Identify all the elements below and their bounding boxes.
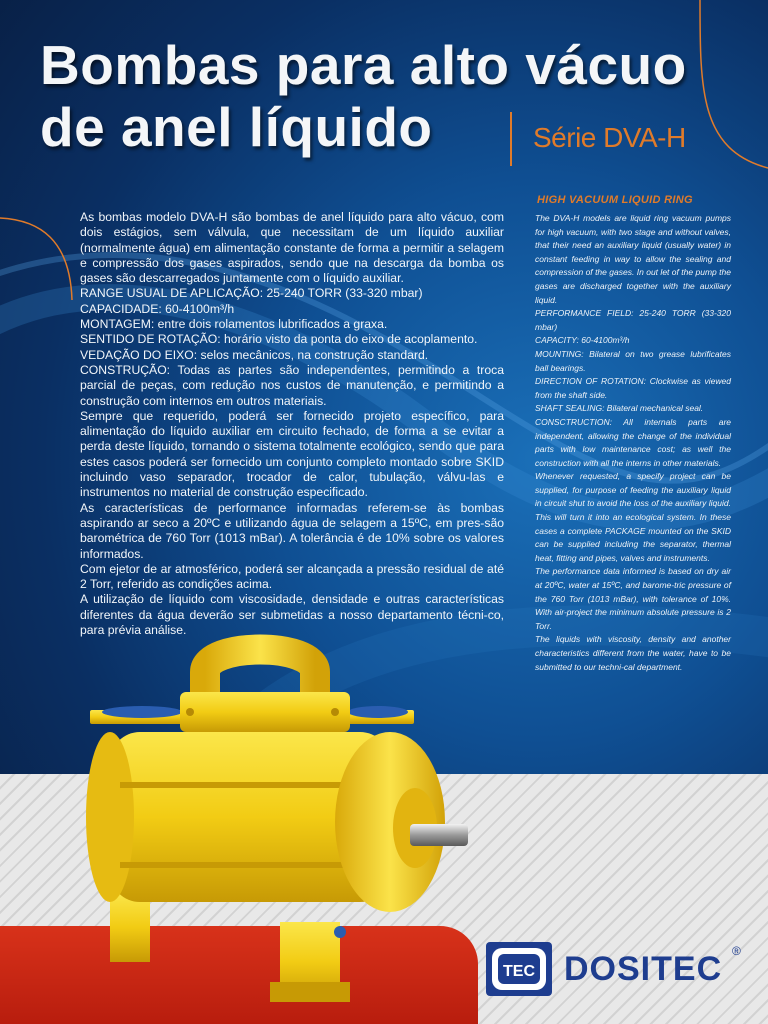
pt-paragraph: SENTIDO DE ROTAÇÃO: horário visto da ponta do eixo de acoplamento. <box>80 332 478 347</box>
title-line-2: de anel líquido <box>40 96 433 158</box>
en-paragraph: The DVA-H models are liquid ring vacuum pumps for high vacuum, with two stage and without valves, that their need an auxiliary liquid (usually water) in constant feeding in way to allow the sealing and compression of the gases. In out let of the pump the gases are discharged together with the auxiliary liquid. <box>535 213 731 305</box>
title-divider <box>510 112 512 166</box>
title-line-1: Bombas para alto vácuo <box>40 34 687 96</box>
en-paragraph: SHAFT SEALING: Bilateral mechanical seal. <box>535 403 704 414</box>
en-paragraph: DIRECTION OF ROTATION: Clockwise as viewed from the shaft side. <box>535 376 731 400</box>
pt-paragraph: A utilização de líquido com viscosidade, densidade e outras características diferentes da água deverão ser submetidas a nosso departamento técni-co, para prévia análise. <box>80 592 504 638</box>
pt-paragraph: As bombas modelo DVA-H são bombas de anel líquido para alto vácuo, com dois estágios, sem válvula, que necessitam de um líquido auxiliar (normalmente água) em alimentação constante de forma a permitir a selagem e compressão dos gases aspirados, sendo que na descarga da bomba os gases são descarregados juntamente com o líquido auxiliar. <box>80 210 504 286</box>
english-heading: HIGH VACUUM LIQUID RING <box>537 194 693 206</box>
vacuum-pump-image <box>80 632 480 1024</box>
en-paragraph: Whenever requested, a specify project can be supplied, for purpose of feeding the auxiliary liquid in circuit shut to avoid the loss of the auxiliary liquid. This will turn it into an ecological system. In these cases a complete PACKAGE mounted on the SKID can be supplied including the separator, thermal heat, fitting and pipes, valves and instruments. <box>535 471 731 563</box>
pt-paragraph: CONSTRUÇÃO: Todas as partes são independentes, permitindo a troca parcial de peças, com redução nos custos de manutenção, e permitindo a construção com internos em outros materiais. <box>80 362 504 408</box>
pt-paragraph: Sempre que requerido, poderá ser fornecido projeto específico, para alimentação do líquido auxiliar em circuito fechado, de forma a se evitar a perda deste líquido, tornando o sistema totalmente ecológico, sendo que para estes casos poderá ser fornecido um conjunto completo montado sobre SKID incluindo vaso separador, trocador de calor, tubulação, válvu-las e instrumentos no material de construção especificado. <box>80 408 504 500</box>
pt-paragraph: Com ejetor de ar atmosférico, poderá ser alcançada a pressão residual de até 2 Torr, referido as condições acima. <box>80 561 504 592</box>
pt-paragraph: VEDAÇÃO DO EIXO: selos mecânicos, na construção standard. <box>80 347 429 362</box>
en-paragraph: MOUNTING: Bilateral on two grease lubrificates ball bearings. <box>535 348 731 373</box>
en-paragraph: CAPACITY: 60-4100m³/h <box>535 335 630 346</box>
en-paragraph: CONSCTRUCTION: All internals parts are independent, allowing the change of the individual parts with low maintenance cost; as well the construction with all the interns in other materials. <box>535 416 731 468</box>
portuguese-description <box>80 210 504 638</box>
logo-mark-text: TEC <box>503 963 535 980</box>
en-paragraph: The performance data informed is based on dry air at 20ºC, water at 15ºC, and barome-tric pressure of the 760 Torr (1013 mBar), with tolerance of 10%. With air-project the minimum absolute pressure is 2 Torr. <box>535 566 731 631</box>
en-paragraph: The liquids with viscosity, density and another characteristics different from the water, have to be submitted to our techni-cal department. <box>535 634 731 672</box>
registered-mark: ® <box>732 944 741 958</box>
dositec-logo-mark <box>486 942 552 996</box>
pt-paragraph: CAPACIDADE: 60-4100m³/h <box>80 301 235 316</box>
pt-paragraph: RANGE USUAL DE APLICAÇÃO: 25-240 TORR (33-320 mbar) <box>80 286 423 301</box>
dositec-logo <box>486 942 756 998</box>
pt-paragraph: MONTAGEM: entre dois rolamentos lubrificados a graxa. <box>80 317 388 332</box>
pt-paragraph: As características de performance informadas referem-se às bombas aspirando ar seco a 20ºC e utilizando água de selagem a 15ºC, em pres-são barométrica de 760 Torr (1013 mBar). A tolerância é de 10% sobre os valores informados. <box>80 500 504 561</box>
en-paragraph: PERFORMANCE FIELD: 25-240 TORR (33-320 mbar) <box>535 308 731 332</box>
logo-name: DOSITEC <box>564 950 723 988</box>
english-description <box>535 212 731 674</box>
series-label: Série DVA-H <box>533 122 686 153</box>
